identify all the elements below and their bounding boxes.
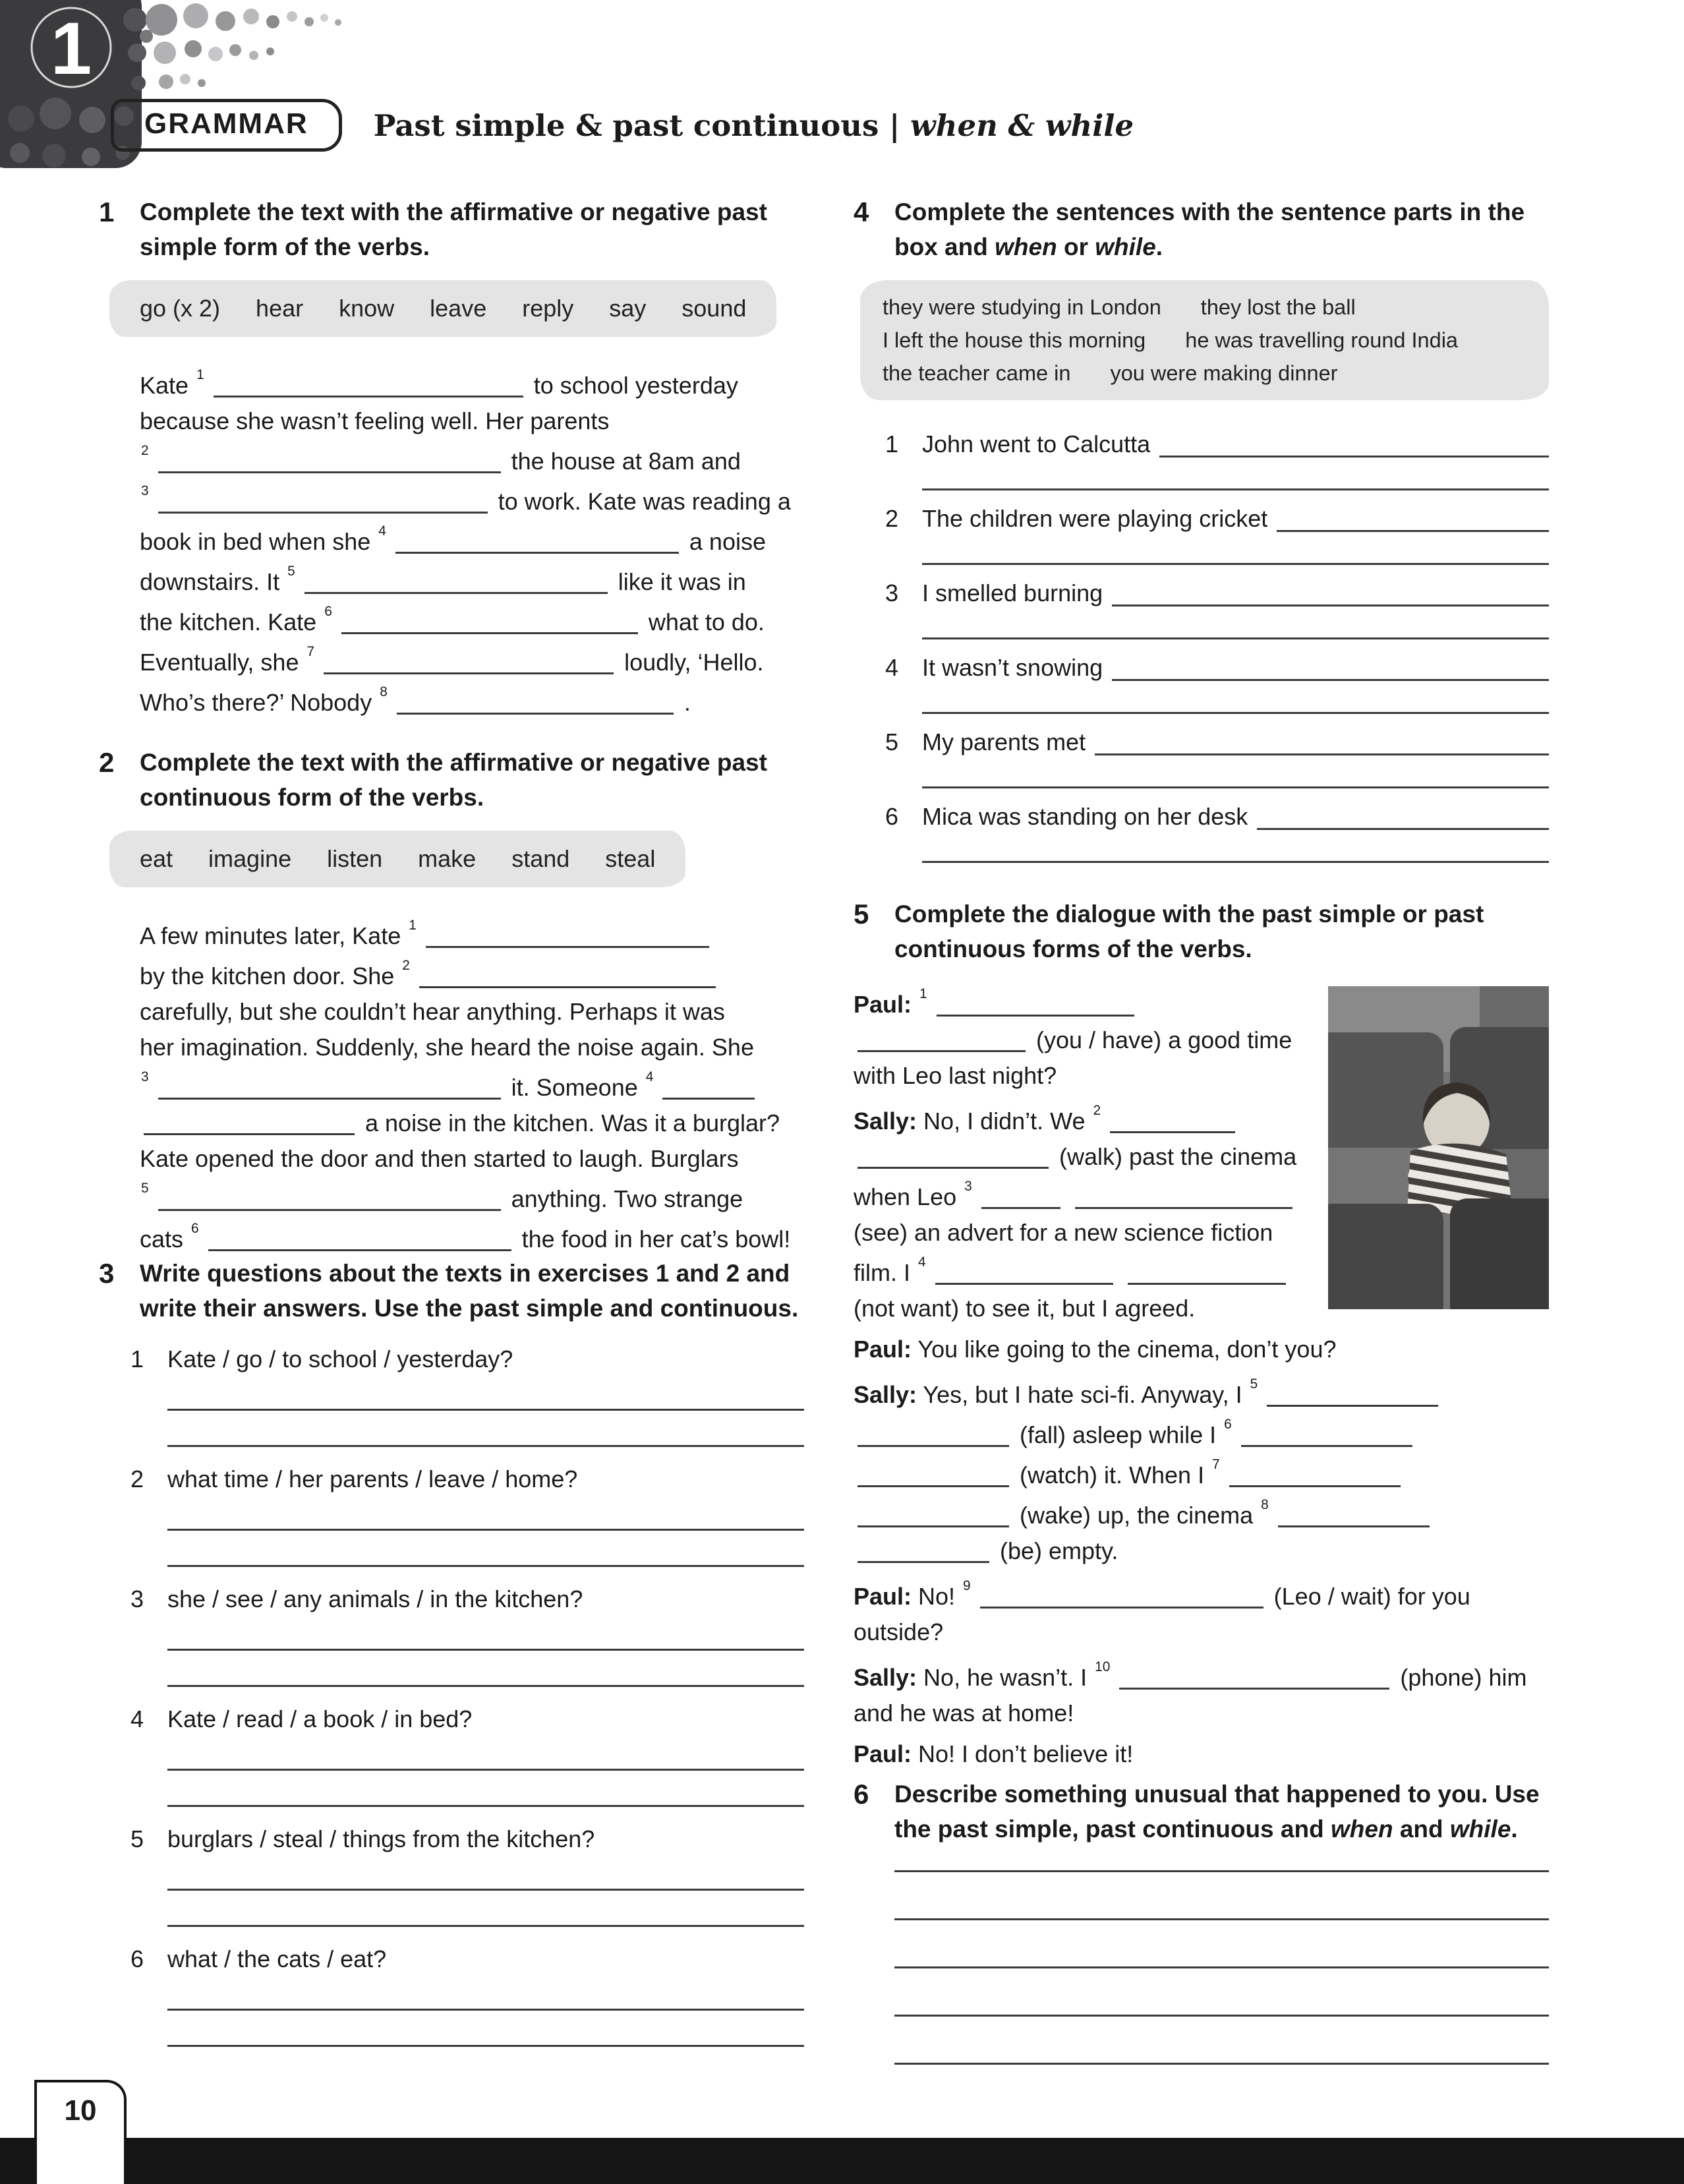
item-number: 3 [885, 579, 899, 606]
sentence-part: they were studying in London [883, 295, 1161, 319]
exercise-number: 4 [854, 196, 869, 227]
sentence-item [885, 799, 1549, 863]
blank-field[interactable] [980, 1587, 1263, 1608]
blank-field[interactable] [662, 1078, 755, 1100]
word-box [109, 280, 776, 337]
text-line: by the kitchen door. She $^2$ [140, 954, 804, 994]
word-option: make [418, 845, 477, 872]
blank-field[interactable] [419, 966, 716, 988]
answer-line[interactable] [167, 2009, 804, 2011]
exercise-instructions: Complete the dialogue with the past simple or past continuous forms of the verbs. [894, 900, 1484, 962]
sentence-part: the teacher came in [883, 361, 1071, 385]
exercise-number: 6 [854, 1779, 869, 1810]
item-number: 5 [885, 728, 899, 755]
answer-line[interactable] [1159, 456, 1549, 457]
gap-number: 2 [402, 957, 410, 973]
blank-field[interactable] [981, 1187, 1060, 1209]
answer-line[interactable] [167, 1565, 804, 1567]
item-number: 5 [131, 1825, 144, 1852]
answer-line[interactable] [167, 1769, 804, 1771]
gap-number: 1 [919, 986, 927, 1001]
exercise-instructions: Write questions about the texts in exercises 1 and 2 and write their answers. Use the past simple and continuous. [140, 1260, 799, 1322]
text-line: book in bed when she $^4$ a noise [140, 523, 766, 555]
exercise-2-head [99, 745, 804, 815]
exercise-6 [854, 1777, 1549, 2111]
exercise-3 [99, 1256, 804, 2061]
blank-field[interactable] [208, 1229, 511, 1251]
text-line: $^2$ the house at 8am and [141, 442, 741, 475]
question-prompt: Kate / go / to school / yesterday? [167, 1345, 513, 1372]
question-item [131, 1342, 804, 1447]
blank-field[interactable] [857, 1030, 1026, 1052]
sentence-stem: It wasn’t snowing [922, 654, 1103, 681]
dialogue-turn: Sally: No, I didn’t. We $^2$ (walk) past the cinema when Leo $^3$ (see) an advert for a new science fiction film. I $^4$ (not want) to see it, but I agreed. [854, 1102, 1297, 1322]
word-option: say [609, 295, 647, 322]
exercise-number: 2 [99, 747, 115, 778]
question-item [131, 1461, 804, 1567]
answer-line[interactable] [922, 563, 1549, 565]
answer-line[interactable] [894, 2015, 1549, 2017]
gap-number: 9 [963, 1578, 971, 1593]
cinema-seat [1328, 1204, 1443, 1309]
gap-number: 1 [409, 917, 417, 933]
blank-field[interactable] [1241, 1425, 1412, 1447]
text-line: Kate opened the door and then started to laugh. Burglars [140, 1145, 739, 1172]
text-line: carefully, but she couldn’t hear anything. Perhaps it was [140, 998, 725, 1025]
gap-number: 2 [1093, 1102, 1101, 1118]
bottom-strip [0, 2138, 1684, 2184]
word-option: steal [605, 845, 656, 872]
text-line: cats $^6$ the food in her cat’s bowl! [140, 1220, 791, 1253]
word-option: sound [682, 295, 747, 322]
blank-field[interactable] [1267, 1385, 1438, 1407]
question-item [131, 1941, 804, 2047]
exercise-instructions: Describe something unusual that happened to you. Use the past simple, past continuous and when and while. [894, 1781, 1540, 1843]
sentence-item [885, 650, 1549, 714]
gap-number: 6 [324, 603, 332, 619]
dialogue-turn: Sally: No, he wasn’t. I $^{10}$ (phone) him and he was at home! [854, 1659, 1527, 1727]
item-number: 1 [131, 1345, 144, 1372]
gap-number: 4 [918, 1254, 926, 1270]
answer-line[interactable] [167, 1889, 804, 1891]
gap-number: 4 [645, 1069, 654, 1084]
blank-field[interactable] [395, 532, 679, 554]
item-number: 4 [131, 1705, 144, 1732]
page-title: Past simple & past continuous | when & while [373, 107, 1134, 143]
answer-line[interactable] [894, 1966, 1549, 1968]
sentence-item [885, 427, 1549, 490]
exercise-5 [854, 897, 1549, 1780]
blank-field[interactable] [857, 1506, 1009, 1527]
gap-number: 5 [1250, 1376, 1258, 1392]
question-prompt: what time / her parents / leave / home? [167, 1465, 578, 1492]
sentence-part: I left the house this morning [883, 328, 1146, 352]
blank-field[interactable] [857, 1465, 1009, 1487]
exercise-instructions: Complete the text with the affirmative or negative past simple form of the verbs. [140, 198, 767, 260]
answer-line[interactable] [1277, 530, 1549, 532]
answer-line[interactable] [1112, 679, 1549, 681]
dialogue-turn: Paul: No! I don’t believe it! [854, 1740, 1134, 1767]
gap-number: 7 [1212, 1456, 1220, 1472]
question-item [131, 1821, 804, 1927]
gap-fill-text [140, 363, 804, 721]
text-line: a noise in the kitchen. Was it a burglar? [140, 1106, 804, 1141]
sentence-part: they lost the ball [1200, 295, 1356, 319]
sentence-parts-box [860, 280, 1549, 400]
sentence-part: you were making dinner [1110, 361, 1338, 385]
exercise-4 [854, 194, 1549, 873]
item-number: 2 [885, 505, 899, 532]
text-line: Kate $^1$ to school yesterday [140, 367, 738, 399]
blank-field[interactable] [324, 653, 614, 674]
answer-line[interactable] [894, 2063, 1549, 2065]
answer-line[interactable] [922, 637, 1549, 639]
dialogue-turn: Paul: $^1$ (you / have) a good time with Leo last night? [854, 986, 1292, 1089]
text-line: $^3$ it. Someone $^4$ [140, 1065, 804, 1106]
blank-field[interactable] [857, 1541, 989, 1563]
word-box [109, 831, 685, 887]
item-number: 6 [885, 803, 899, 830]
text-line: her imagination. Suddenly, she heard the noise again. She [140, 1034, 754, 1061]
gap-number: 5 [287, 563, 295, 579]
exercise-instructions: Complete the sentences with the sentence parts in the box and when or while. [894, 198, 1525, 260]
page-header [111, 99, 1134, 152]
word-option: listen [327, 845, 383, 872]
dialogue-turn: Paul: You like going to the cinema, don’t you? [854, 1336, 1337, 1363]
exercise-5-head [854, 897, 1549, 966]
blank-field[interactable] [158, 452, 501, 473]
cinema-photo [1328, 986, 1549, 1309]
gap-number: 8 [380, 684, 388, 699]
text-line: $^3$ to work. Kate was reading a [141, 483, 791, 515]
question-prompt: burglars / steal / things from the kitchen? [167, 1825, 595, 1852]
question-prompt: she / see / any animals / in the kitchen? [167, 1585, 583, 1612]
exercise-6-head [854, 1777, 1549, 1846]
exercise-2 [99, 745, 804, 1257]
dialogue [854, 982, 1549, 1772]
word-option: leave [430, 295, 487, 322]
answer-line[interactable] [1095, 753, 1549, 755]
sentence-stem: Mica was standing on her desk [922, 803, 1248, 830]
gap-number: 3 [141, 483, 149, 498]
gap-number: 7 [306, 643, 315, 659]
gap-number: 8 [1261, 1496, 1269, 1512]
sentence-stem: I smelled burning [922, 579, 1103, 606]
answer-line[interactable] [894, 1918, 1549, 1920]
answer-line[interactable] [167, 1445, 804, 1447]
gap-number: 6 [1224, 1416, 1232, 1432]
word-option: hear [256, 295, 304, 322]
question-prompt: Kate / read / a book / in bed? [167, 1705, 473, 1732]
blank-field[interactable] [305, 572, 608, 594]
answer-line[interactable] [894, 1870, 1549, 1872]
gap-number: 6 [191, 1220, 199, 1236]
gap-number: 1 [196, 367, 204, 382]
answer-line[interactable] [1257, 828, 1549, 830]
exercise-number: 1 [99, 196, 115, 227]
blank-field[interactable] [341, 612, 638, 634]
gap-number: 3 [141, 1069, 149, 1084]
answer-line[interactable] [922, 861, 1549, 863]
blank-field[interactable] [1110, 1111, 1235, 1133]
exercise-1-head [99, 194, 804, 264]
dialogue-turn: Paul: No! $^9$ (Leo / wait) for you outside? [854, 1578, 1470, 1645]
exercise-3-head [99, 1256, 804, 1326]
word-option: imagine [208, 845, 292, 872]
question-item [131, 1581, 804, 1687]
sentence-stem: The children were playing cricket [922, 505, 1268, 532]
question-item [131, 1701, 804, 1807]
blank-field[interactable] [1229, 1465, 1401, 1487]
sentence-item [885, 724, 1549, 788]
gap-number: 10 [1095, 1659, 1111, 1674]
blank-field[interactable] [214, 376, 523, 398]
text-line: A few minutes later, Kate $^1$ [140, 914, 804, 954]
answer-line[interactable] [167, 1409, 804, 1411]
unit-number: 1 [50, 7, 92, 90]
blank-field[interactable] [158, 1189, 501, 1211]
answer-line[interactable] [922, 786, 1549, 788]
exercise-1 [99, 194, 804, 721]
exercise-instructions: Complete the text with the affirmative or negative past continuous form of the verbs. [140, 749, 767, 811]
word-option: reply [522, 295, 574, 322]
answer-line[interactable] [1112, 605, 1549, 606]
text-line: Who’s there?’ Nobody $^8$ . [140, 684, 691, 716]
dialogue-turn: Sally: Yes, but I hate sci-fi. Anyway, I $^5$ (fall) asleep while I $^6$ (watch) it. When I $^7$ (wake) up, the cinema $^8$ (be) empty. [854, 1372, 1549, 1569]
gap-number: 5 [141, 1180, 149, 1196]
dot-pattern-light [146, 3, 341, 89]
word-option: go (x 2) [140, 295, 221, 322]
item-number: 2 [131, 1465, 144, 1492]
gap-number: 3 [964, 1178, 972, 1194]
blank-field[interactable] [1128, 1263, 1286, 1285]
blank-field[interactable] [857, 1425, 1009, 1447]
gap-fill-text [140, 914, 804, 1257]
blank-field[interactable] [1278, 1506, 1430, 1527]
page-number: 10 [64, 2094, 97, 2127]
text-line: the kitchen. Kate $^6$ what to do. [140, 603, 765, 635]
answer-line[interactable] [167, 1685, 804, 1687]
word-option: know [339, 295, 395, 322]
exercise-4-head [854, 194, 1549, 264]
section-label: GRAMMAR [111, 99, 342, 152]
page-number-box [34, 2080, 127, 2184]
sentence-stem: My parents met [922, 728, 1086, 755]
text-line: because she wasn’t feeling well. Her parents [140, 407, 610, 434]
answer-line[interactable] [167, 1529, 804, 1531]
item-number: 6 [131, 1945, 144, 1972]
blank-field[interactable] [158, 1078, 501, 1100]
item-number: 4 [885, 654, 899, 681]
blank-field[interactable] [1119, 1668, 1389, 1690]
answer-line[interactable] [167, 1925, 804, 1927]
gap-number: 2 [141, 442, 149, 458]
exercise-number: 3 [99, 1258, 115, 1289]
word-option: stand [511, 845, 570, 872]
word-option: eat [140, 845, 173, 872]
sentence-item [885, 576, 1549, 639]
answer-line[interactable] [922, 488, 1549, 490]
blank-field[interactable] [426, 926, 709, 948]
blank-field[interactable] [1075, 1187, 1292, 1209]
blank-field[interactable] [935, 1263, 1113, 1285]
text-line: $^5$ anything. Two strange [141, 1180, 743, 1212]
item-number: 1 [885, 430, 899, 457]
blank-field[interactable] [857, 1147, 1049, 1169]
exercise-number: 5 [854, 899, 869, 930]
blank-field[interactable] [397, 693, 674, 715]
blank-field[interactable] [937, 995, 1134, 1017]
question-prompt: what / the cats / eat? [167, 1945, 387, 1972]
answer-line[interactable] [167, 1805, 804, 1807]
cinema-seat [1450, 1198, 1549, 1309]
sentence-stem: John went to Calcutta [922, 430, 1151, 457]
answer-line[interactable] [167, 2045, 804, 2047]
blank-field[interactable] [158, 492, 488, 514]
answer-line[interactable] [167, 1649, 804, 1651]
text-line: Eventually, she $^7$ loudly, ‘Hello. [140, 643, 764, 676]
answer-line[interactable] [922, 712, 1549, 714]
sentence-item [885, 501, 1549, 565]
item-number: 3 [131, 1585, 144, 1612]
blank-field[interactable] [144, 1113, 355, 1135]
sentence-part: he was travelling round India [1185, 328, 1458, 352]
text-line: downstairs. It $^5$ like it was in [140, 563, 746, 595]
gap-number: 4 [378, 523, 386, 539]
